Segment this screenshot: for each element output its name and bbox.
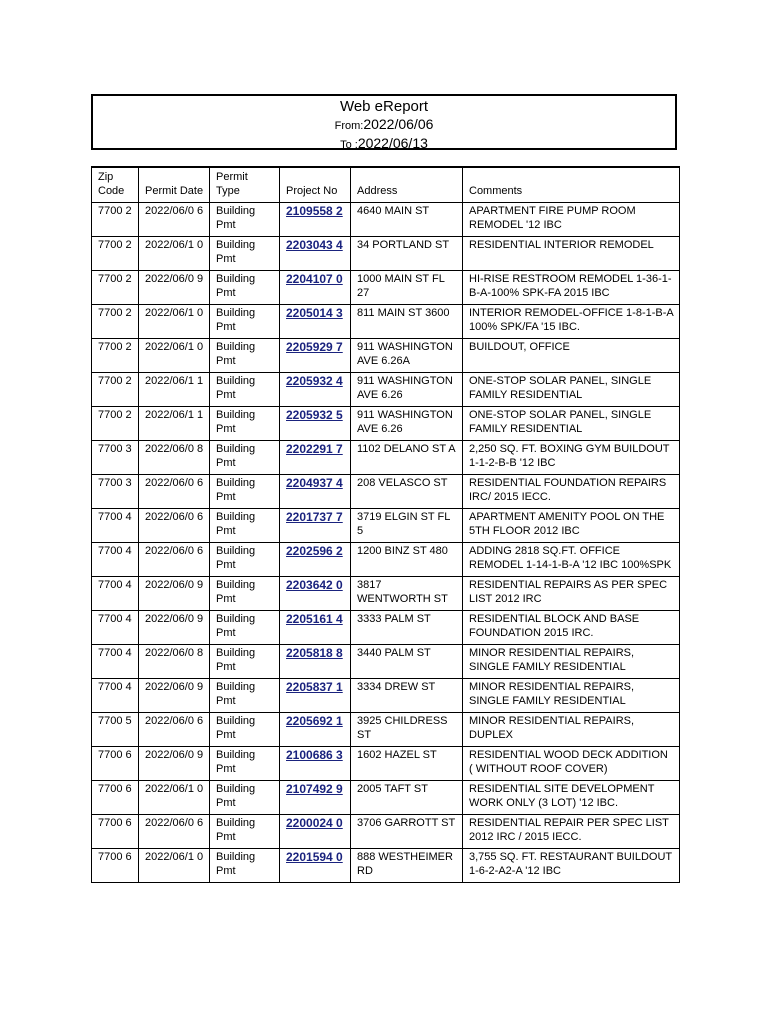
permit-date-cell: 2022/06/0 6 <box>139 203 210 237</box>
project-no-cell <box>280 543 351 577</box>
zip-code-cell: 7700 4 <box>92 645 139 679</box>
address-cell: 3440 PALM ST <box>351 645 463 679</box>
permit-type-cell: Building Pmt <box>210 271 280 305</box>
address-cell: 3817 WENTWORTH ST <box>351 577 463 611</box>
table-row <box>92 679 680 713</box>
project-no-cell <box>280 577 351 611</box>
column-header: Permit Date <box>139 167 210 203</box>
project-no-cell <box>280 203 351 237</box>
column-header: Address <box>351 167 463 203</box>
zip-code-cell: 7700 4 <box>92 543 139 577</box>
table-row <box>92 815 680 849</box>
permit-date-cell: 2022/06/0 8 <box>139 441 210 475</box>
comments-cell: MINOR RESIDENTIAL REPAIRS, SINGLE FAMILY RESIDENTIAL <box>463 645 680 679</box>
address-cell: 3333 PALM ST <box>351 611 463 645</box>
table-header-row <box>92 167 680 203</box>
table-row <box>92 237 680 271</box>
zip-code-cell: 7700 5 <box>92 713 139 747</box>
permit-date-cell: 2022/06/1 0 <box>139 237 210 271</box>
table-row <box>92 203 680 237</box>
permit-type-cell: Building Pmt <box>210 577 280 611</box>
table-row <box>92 781 680 815</box>
table-row <box>92 747 680 781</box>
table-row <box>92 373 680 407</box>
project-no-cell <box>280 271 351 305</box>
project-no-cell <box>280 373 351 407</box>
project-no-cell <box>280 509 351 543</box>
project-link[interactable]: 2100686 3 <box>286 748 343 762</box>
project-link[interactable]: 2205692 1 <box>286 714 343 728</box>
zip-code-cell: 7700 2 <box>92 407 139 441</box>
project-no-cell <box>280 645 351 679</box>
project-link[interactable]: 2201737 7 <box>286 510 343 524</box>
comments-cell: ONE-STOP SOLAR PANEL, SINGLE FAMILY RESIDENTIAL <box>463 373 680 407</box>
project-link[interactable]: 2107492 9 <box>286 782 343 796</box>
project-no-cell <box>280 679 351 713</box>
column-header: Comments <box>463 167 680 203</box>
address-cell: 1000 MAIN ST FL 27 <box>351 271 463 305</box>
project-link[interactable]: 2205837 1 <box>286 680 343 694</box>
address-cell: 208 VELASCO ST <box>351 475 463 509</box>
project-no-cell <box>280 849 351 883</box>
project-no-cell <box>280 441 351 475</box>
zip-code-cell: 7700 3 <box>92 441 139 475</box>
address-cell: 1200 BINZ ST 480 <box>351 543 463 577</box>
comments-cell: APARTMENT FIRE PUMP ROOM REMODEL '12 IBC <box>463 203 680 237</box>
project-link[interactable]: 2109558 2 <box>286 204 343 218</box>
address-cell: 888 WESTHEIMER RD <box>351 849 463 883</box>
permit-type-cell: Building Pmt <box>210 543 280 577</box>
address-cell: 2005 TAFT ST <box>351 781 463 815</box>
project-link[interactable]: 2201594 0 <box>286 850 343 864</box>
project-link[interactable]: 2205932 5 <box>286 408 343 422</box>
zip-code-cell: 7700 2 <box>92 373 139 407</box>
address-cell: 911 WASHINGTON AVE 6.26 <box>351 407 463 441</box>
to-line <box>93 135 675 154</box>
project-no-cell <box>280 611 351 645</box>
project-link[interactable]: 2200024 0 <box>286 816 343 830</box>
from-date: 2022/06/06 <box>363 116 434 132</box>
project-no-cell <box>280 305 351 339</box>
column-header: Project No <box>280 167 351 203</box>
permit-date-cell: 2022/06/1 0 <box>139 849 210 883</box>
column-header: Zip Code <box>92 167 139 203</box>
table-row <box>92 713 680 747</box>
table-row <box>92 645 680 679</box>
permit-type-cell: Building Pmt <box>210 747 280 781</box>
permit-date-cell: 2022/06/0 6 <box>139 713 210 747</box>
table-row <box>92 543 680 577</box>
zip-code-cell: 7700 2 <box>92 203 139 237</box>
project-no-cell <box>280 237 351 271</box>
project-link[interactable]: 2204107 0 <box>286 272 343 286</box>
table-row <box>92 611 680 645</box>
address-cell: 3334 DREW ST <box>351 679 463 713</box>
zip-code-cell: 7700 4 <box>92 509 139 543</box>
permit-type-cell: Building Pmt <box>210 645 280 679</box>
table-row <box>92 441 680 475</box>
project-link[interactable]: 2203043 4 <box>286 238 343 252</box>
project-no-cell <box>280 713 351 747</box>
permit-type-cell: Building Pmt <box>210 203 280 237</box>
comments-cell: RESIDENTIAL BLOCK AND BASE FOUNDATION 2015 IRC. <box>463 611 680 645</box>
table-row <box>92 475 680 509</box>
permit-type-cell: Building Pmt <box>210 849 280 883</box>
comments-cell: HI-RISE RESTROOM REMODEL 1-36-1-B-A-100% SPK-FA 2015 IBC <box>463 271 680 305</box>
permit-type-cell: Building Pmt <box>210 509 280 543</box>
address-cell: 811 MAIN ST 3600 <box>351 305 463 339</box>
permit-type-cell: Building Pmt <box>210 441 280 475</box>
project-link[interactable]: 2202596 2 <box>286 544 343 558</box>
comments-cell: BUILDOUT, OFFICE <box>463 339 680 373</box>
comments-cell: INTERIOR REMODEL-OFFICE 1-8-1-B-A 100% SPK/FA '15 IBC. <box>463 305 680 339</box>
permit-type-cell: Building Pmt <box>210 815 280 849</box>
from-label: From: <box>334 120 364 132</box>
permit-date-cell: 2022/06/0 9 <box>139 271 210 305</box>
permit-date-cell: 2022/06/0 9 <box>139 679 210 713</box>
permit-table <box>91 166 680 883</box>
comments-cell: 2,250 SQ. FT. BOXING GYM BUILDOUT 1-1-2-B-B '12 IBC <box>463 441 680 475</box>
zip-code-cell: 7700 3 <box>92 475 139 509</box>
project-no-cell <box>280 747 351 781</box>
zip-code-cell: 7700 4 <box>92 577 139 611</box>
permit-type-cell: Building Pmt <box>210 611 280 645</box>
address-cell: 3706 GARROTT ST <box>351 815 463 849</box>
zip-code-cell: 7700 4 <box>92 611 139 645</box>
table-row <box>92 577 680 611</box>
comments-cell: 3,755 SQ. FT. RESTAURANT BUILDOUT 1-6-2-A2-A '12 IBC <box>463 849 680 883</box>
to-label: To : <box>340 139 358 151</box>
comments-cell: RESIDENTIAL SITE DEVELOPMENT WORK ONLY (3 LOT) '12 IBC. <box>463 781 680 815</box>
project-no-cell <box>280 407 351 441</box>
permit-date-cell: 2022/06/0 9 <box>139 577 210 611</box>
address-cell: 3719 ELGIN ST FL 5 <box>351 509 463 543</box>
permit-date-cell: 2022/06/1 1 <box>139 407 210 441</box>
address-cell: 1602 HAZEL ST <box>351 747 463 781</box>
comments-cell: RESIDENTIAL WOOD DECK ADDITION ( WITHOUT ROOF COVER) <box>463 747 680 781</box>
table-row <box>92 271 680 305</box>
comments-cell: RESIDENTIAL REPAIRS AS PER SPEC LIST 2012 IRC <box>463 577 680 611</box>
project-link[interactable]: 2204937 4 <box>286 476 343 490</box>
comments-cell: ADDING 2818 SQ.FT. OFFICE REMODEL 1-14-1-B-A '12 IBC 100%SPK <box>463 543 680 577</box>
from-line <box>93 116 675 135</box>
permit-type-cell: Building Pmt <box>210 781 280 815</box>
permit-type-cell: Building Pmt <box>210 407 280 441</box>
zip-code-cell: 7700 2 <box>92 237 139 271</box>
project-no-cell <box>280 815 351 849</box>
address-cell: 34 PORTLAND ST <box>351 237 463 271</box>
permit-date-cell: 2022/06/0 6 <box>139 509 210 543</box>
zip-code-cell: 7700 4 <box>92 679 139 713</box>
project-no-cell <box>280 475 351 509</box>
project-link[interactable]: 2203642 0 <box>286 578 343 592</box>
zip-code-cell: 7700 2 <box>92 305 139 339</box>
project-link[interactable]: 2205929 7 <box>286 340 343 354</box>
comments-cell: ONE-STOP SOLAR PANEL, SINGLE FAMILY RESIDENTIAL <box>463 407 680 441</box>
table-row <box>92 305 680 339</box>
comments-cell: RESIDENTIAL FOUNDATION REPAIRS IRC/ 2015 IECC. <box>463 475 680 509</box>
comments-cell: RESIDENTIAL REPAIR PER SPEC LIST 2012 IRC / 2015 IECC. <box>463 815 680 849</box>
project-link[interactable]: 2205932 4 <box>286 374 343 388</box>
permit-date-cell: 2022/06/0 9 <box>139 611 210 645</box>
column-header: Permit Type <box>210 167 280 203</box>
project-link[interactable]: 2205818 8 <box>286 646 343 660</box>
project-no-cell <box>280 339 351 373</box>
permit-date-cell: 2022/06/0 8 <box>139 645 210 679</box>
address-cell: 4640 MAIN ST <box>351 203 463 237</box>
permit-type-cell: Building Pmt <box>210 713 280 747</box>
address-cell: 1102 DELANO ST A <box>351 441 463 475</box>
permit-date-cell: 2022/06/0 6 <box>139 543 210 577</box>
permit-date-cell: 2022/06/1 0 <box>139 339 210 373</box>
address-cell: 911 WASHINGTON AVE 6.26 <box>351 373 463 407</box>
permit-date-cell: 2022/06/1 0 <box>139 305 210 339</box>
permit-type-cell: Building Pmt <box>210 373 280 407</box>
zip-code-cell: 7700 6 <box>92 747 139 781</box>
permit-type-cell: Building Pmt <box>210 679 280 713</box>
comments-cell: RESIDENTIAL INTERIOR REMODEL <box>463 237 680 271</box>
address-cell: 3925 CHILDRESS ST <box>351 713 463 747</box>
permit-date-cell: 2022/06/0 9 <box>139 747 210 781</box>
permit-type-cell: Building Pmt <box>210 305 280 339</box>
project-link[interactable]: 2205014 3 <box>286 306 343 320</box>
comments-cell: APARTMENT AMENITY POOL ON THE 5TH FLOOR 2012 IBC <box>463 509 680 543</box>
to-date: 2022/06/13 <box>357 135 428 151</box>
permit-date-cell: 2022/06/0 6 <box>139 475 210 509</box>
comments-cell: MINOR RESIDENTIAL REPAIRS, SINGLE FAMILY RESIDENTIAL <box>463 679 680 713</box>
permit-type-cell: Building Pmt <box>210 237 280 271</box>
zip-code-cell: 7700 2 <box>92 339 139 373</box>
report-header <box>91 94 677 150</box>
project-link[interactable]: 2205161 4 <box>286 612 343 626</box>
report-title: Web eReport <box>339 98 429 115</box>
zip-code-cell: 7700 6 <box>92 815 139 849</box>
comments-cell: MINOR RESIDENTIAL REPAIRS, DUPLEX <box>463 713 680 747</box>
permit-type-cell: Building Pmt <box>210 339 280 373</box>
permit-date-cell: 2022/06/1 0 <box>139 781 210 815</box>
zip-code-cell: 7700 2 <box>92 271 139 305</box>
project-no-cell <box>280 781 351 815</box>
permit-type-cell: Building Pmt <box>210 475 280 509</box>
table-row <box>92 849 680 883</box>
table-row <box>92 407 680 441</box>
page-bottom-margin <box>0 930 770 1024</box>
zip-code-cell: 7700 6 <box>92 781 139 815</box>
zip-code-cell: 7700 6 <box>92 849 139 883</box>
permit-date-cell: 2022/06/1 1 <box>139 373 210 407</box>
project-link[interactable]: 2202291 7 <box>286 442 343 456</box>
permit-date-cell: 2022/06/0 6 <box>139 815 210 849</box>
address-cell: 911 WASHINGTON AVE 6.26A <box>351 339 463 373</box>
table-row <box>92 339 680 373</box>
table-row <box>92 509 680 543</box>
